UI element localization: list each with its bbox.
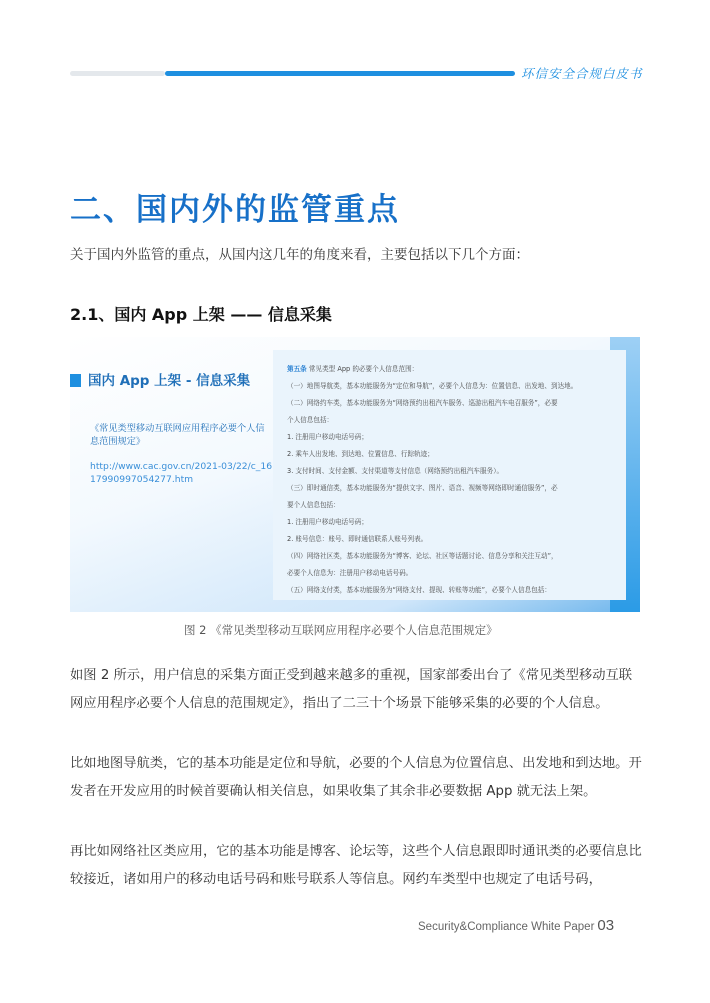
section-title: 二、国内外的监管重点: [70, 192, 400, 228]
excerpt-line: （一）地图导航类，基本功能服务为“定位和导航”，必要个人信息为：位置信息、出发地、到达地。: [287, 382, 578, 390]
figure-left-title: [70, 369, 250, 389]
excerpt-line: 1. 注册用户移动电话号码；: [287, 518, 368, 526]
subsection-title: 2.1、国内 App 上架 —— 信息采集: [70, 305, 332, 324]
article-label: 第五条: [287, 365, 307, 373]
figure-source-url: http://www.cac.gov.cn/2021-03/22/c_1617990997054277.htm: [90, 461, 273, 485]
excerpt-line: （四）网络社区类，基本功能服务为“博客、论坛、社区等话题讨论、信息分享和关注互动”，: [287, 552, 558, 560]
page-number: 03: [597, 917, 615, 934]
intro-paragraph: 关于国内外监管的重点，从国内这几年的角度来看，主要包括以下几个方面：: [70, 247, 529, 263]
figure-left-title-text: 国内 App 上架 - 信息采集: [88, 373, 251, 389]
excerpt-line: 必要个人信息为：注册用户移动电话号码。: [287, 569, 413, 577]
excerpt-line: （五）网络支付类，基本功能服务为“网络支付、提现、转账等功能”，必要个人信息包括：: [287, 586, 551, 594]
excerpt-line: 要个人信息包括：: [287, 501, 340, 509]
body-paragraph: 如图 2 所示，用户信息的采集方面正受到越来越多的重视，国家部委出台了《常见类型移动互联网应用程序必要个人信息的范围规定》，指出了二三十个场景下能够采集的必要的个人信息。: [70, 668, 633, 711]
article-first-line: 常见类型 App 的必要个人信息范围：: [306, 365, 419, 373]
excerpt-line: （三）即时通信类，基本功能服务为“提供文字、图片、语音、视频等网络即时通信服务”，必: [287, 484, 558, 492]
excerpt-line: 2. 乘车人出发地、到达地、位置信息、行踪轨迹；: [287, 450, 434, 458]
page-footer: [418, 917, 614, 934]
body-paragraph: 比如地图导航类，它的基本功能是定位和导航，必要的个人信息为位置信息、出发地和到达地。开发者在开发应用的时候首要确认相关信息，如果收集了其余非必要数据 App 就无法上架。: [70, 756, 642, 799]
excerpt-line: 个人信息包括：: [287, 416, 334, 424]
excerpt-line: [287, 363, 418, 373]
figure-2: [70, 337, 640, 612]
excerpt-line: 2. 账号信息：账号、即时通信联系人账号列表。: [287, 535, 428, 543]
excerpt-line: 1. 注册用户移动电话号码；: [287, 433, 368, 441]
body-paragraph: 再比如网络社区类应用，它的基本功能是博客、论坛等，这些个人信息跟即时通讯类的必要信息比较接近，诸如用户的移动电话号码和账号联系人等信息。网约车类型中也规定了电话号码，: [70, 844, 642, 887]
footer-label: Security&Compliance White Paper: [418, 921, 595, 933]
excerpt-line: 3. 支付时间、支付金额、支付渠道等支付信息（网络预约出租汽车服务）。: [287, 467, 504, 475]
title-bar-icon: [70, 374, 81, 387]
regulation-excerpt-panel: [273, 350, 626, 600]
running-header-title: 环信安全合规白皮书: [521, 66, 643, 81]
header-rule-blue: [165, 71, 515, 76]
header-rule-gray: [70, 71, 165, 76]
figure-caption: 图 2 《常见类型移动互联网应用程序必要个人信息范围规定》: [184, 623, 498, 637]
figure-doc-name: 《常见类型移动互联网应用程序必要个人信息范围规定》: [90, 423, 265, 447]
excerpt-line: （二）网络约车类，基本功能服务为“网络预约出租汽车服务、巡游出租汽车电召服务”，必要: [287, 399, 558, 407]
